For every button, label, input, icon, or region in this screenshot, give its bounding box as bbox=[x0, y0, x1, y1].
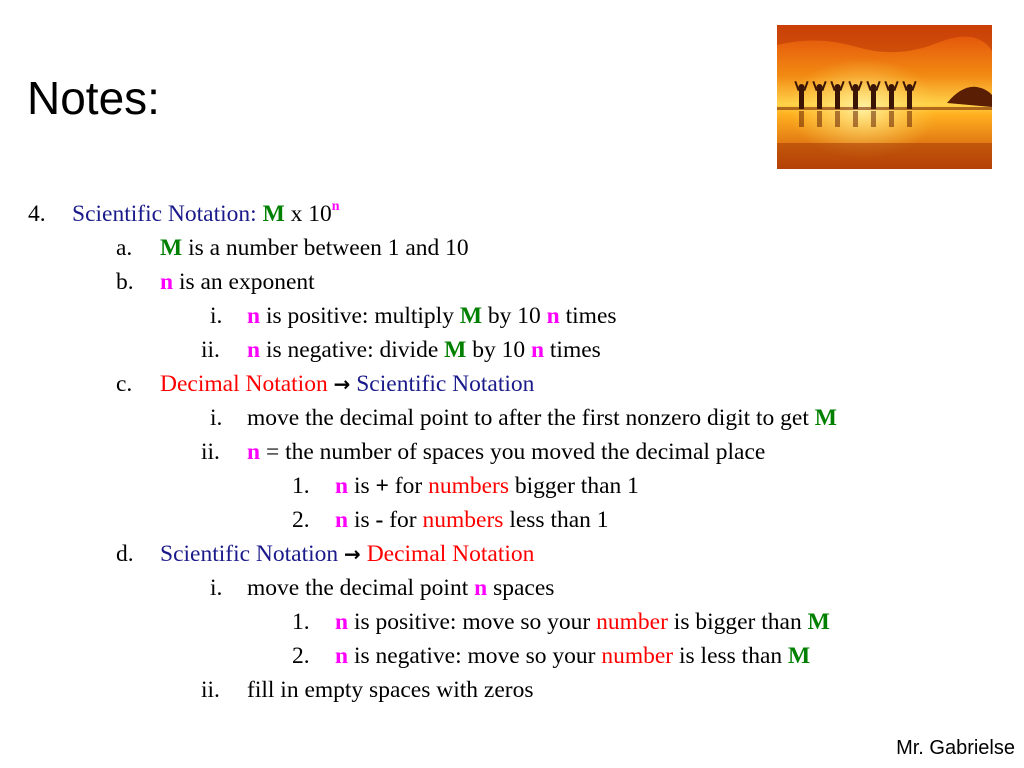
list-marker: 1. bbox=[292, 473, 310, 499]
note-text: move the decimal point to after the first nonzero digit to get bbox=[247, 405, 809, 431]
note-text: fill in empty spaces with zeros bbox=[247, 677, 534, 703]
note-text: by 10 bbox=[472, 337, 526, 363]
note-text: spaces bbox=[493, 575, 555, 601]
note-text: is bbox=[353, 507, 370, 533]
n-variable: n bbox=[546, 303, 560, 329]
note-text: times bbox=[549, 337, 601, 363]
note-text: is negative: move so your bbox=[353, 643, 596, 669]
numbers-word: numbers bbox=[428, 473, 510, 499]
note-text: move the decimal point bbox=[247, 575, 469, 601]
note-text: less than 1 bbox=[509, 507, 609, 533]
note-text: is bigger than bbox=[673, 609, 802, 635]
scientific-notation-label: Scientific Notation bbox=[356, 371, 535, 397]
arrow-right-icon: → bbox=[333, 372, 351, 396]
m-variable: M bbox=[160, 235, 183, 261]
m-variable: M bbox=[788, 643, 811, 669]
author-footer: Mr. Gabrielse bbox=[896, 737, 1015, 759]
sunset-group-on-beach-photo bbox=[777, 25, 992, 169]
note-text: is less than bbox=[678, 643, 783, 669]
n-variable: n bbox=[247, 337, 261, 363]
list-marker: 4. bbox=[28, 201, 46, 227]
m-variable: M bbox=[814, 405, 837, 431]
note-text: is bbox=[353, 473, 370, 499]
decimal-notation-label: Decimal Notation bbox=[366, 541, 535, 567]
m-variable: M bbox=[444, 337, 467, 363]
note-text: is positive: multiply bbox=[265, 303, 454, 329]
list-marker: a. bbox=[116, 235, 133, 261]
times-ten: x 10 bbox=[290, 201, 332, 227]
n-variable: n bbox=[530, 337, 545, 363]
list-marker: 2. bbox=[292, 643, 310, 669]
list-marker: ii. bbox=[201, 439, 220, 465]
note-text: = the number of spaces you moved the decimal place bbox=[265, 439, 766, 465]
note-text: times bbox=[565, 303, 617, 329]
n-variable: n bbox=[160, 269, 174, 295]
list-marker: ii. bbox=[201, 677, 220, 703]
n-variable: n bbox=[335, 507, 349, 533]
number-word: number bbox=[601, 643, 674, 669]
scientific-notation-label: Scientific Notation: bbox=[72, 201, 257, 227]
n-variable: n bbox=[335, 643, 349, 669]
n-variable: n bbox=[474, 575, 488, 601]
slide-title: Notes: bbox=[27, 72, 160, 124]
numbers-word: numbers bbox=[422, 507, 504, 533]
list-marker: i. bbox=[210, 405, 223, 431]
list-marker: c. bbox=[116, 371, 133, 397]
list-marker: i. bbox=[210, 575, 223, 601]
plus-sign: + bbox=[375, 473, 389, 499]
list-marker: 2. bbox=[292, 507, 310, 533]
n-variable: n bbox=[247, 439, 261, 465]
n-exponent: n bbox=[331, 199, 340, 215]
n-variable: n bbox=[335, 473, 349, 499]
note-text: is negative: divide bbox=[265, 337, 439, 363]
note-text: for bbox=[394, 473, 423, 499]
list-marker: ii. bbox=[201, 337, 220, 363]
decimal-notation-label: Decimal Notation bbox=[160, 371, 328, 397]
m-variable: M bbox=[262, 201, 285, 227]
m-variable: M bbox=[459, 303, 483, 329]
list-marker: 1. bbox=[292, 609, 310, 635]
note-text: is an exponent bbox=[178, 269, 315, 295]
n-variable: n bbox=[247, 303, 261, 329]
n-variable: n bbox=[335, 609, 349, 635]
list-marker: i. bbox=[210, 303, 223, 329]
m-variable: M bbox=[807, 609, 830, 635]
note-text: for bbox=[389, 507, 417, 533]
scientific-notation-label: Scientific Notation bbox=[160, 541, 339, 567]
list-marker: d. bbox=[116, 541, 134, 567]
arrow-right-icon: → bbox=[344, 542, 361, 566]
note-text: by 10 bbox=[487, 303, 541, 329]
note-text: is a number between 1 and 10 bbox=[188, 235, 469, 261]
minus-sign: - bbox=[375, 507, 384, 533]
list-marker: b. bbox=[116, 269, 134, 295]
note-text: is positive: move so your bbox=[353, 609, 591, 635]
note-text: bigger than 1 bbox=[514, 473, 639, 499]
number-word: number bbox=[596, 609, 668, 635]
